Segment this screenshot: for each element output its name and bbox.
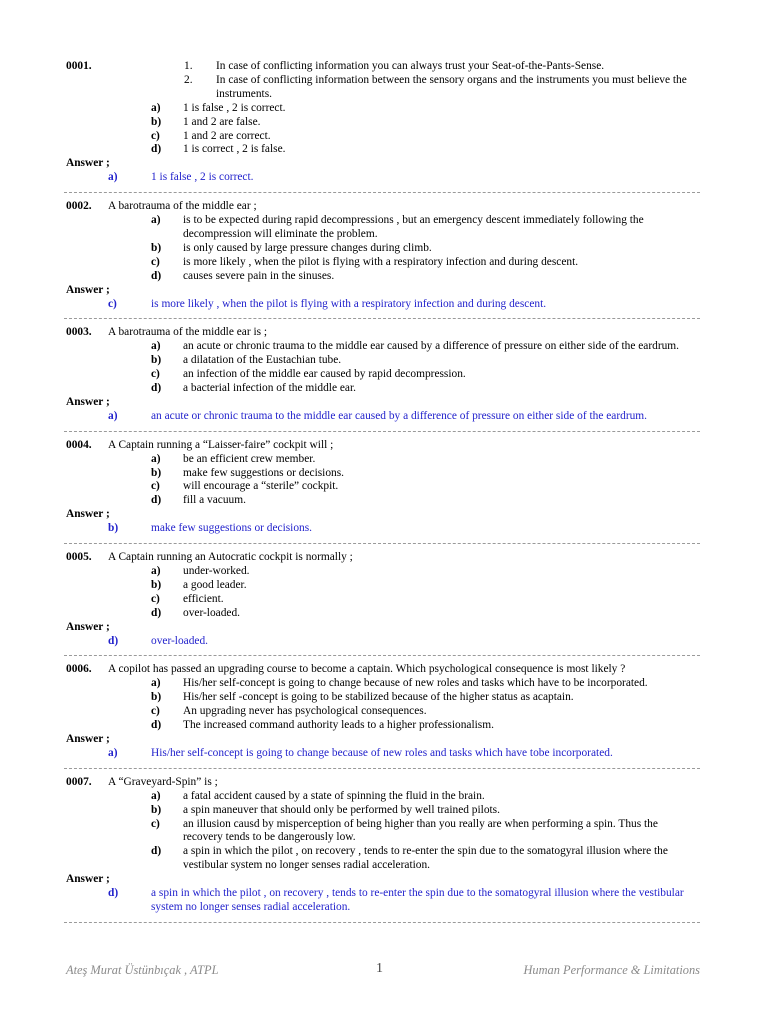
correct-answer-text: over-loaded. <box>151 634 209 647</box>
answer-option <box>66 804 700 818</box>
question-number: 0006. <box>66 663 92 676</box>
answer-option <box>66 790 700 804</box>
option-text: an acute or chronic trauma to the middle ear caused by a difference of pressure on either side of the eardrum. <box>183 340 680 353</box>
correct-answer-letter: d) <box>108 634 119 647</box>
option-letter: a) <box>151 565 161 578</box>
option-text: 1 is false , 2 is correct. <box>183 101 286 114</box>
statement-text: In case of conflicting information you can always trust your Seat-of-the-Pants-Sense. <box>216 60 605 73</box>
answer-option <box>66 494 700 508</box>
question-number: 0007. <box>66 775 92 788</box>
option-letter: d) <box>151 719 162 732</box>
correct-answer-letter: b) <box>108 522 119 535</box>
option-letter: c) <box>151 592 160 605</box>
correct-answer-text: His/her self-concept is going to change because of new roles and tasks which have tobe incorporated. <box>151 746 613 759</box>
answer-option <box>66 565 700 579</box>
answer-option <box>66 270 700 284</box>
answer-option <box>66 214 700 242</box>
option-text: be an efficient crew member. <box>183 452 316 465</box>
correct-answer <box>66 635 700 649</box>
answer-option <box>66 116 700 130</box>
option-letter: a) <box>151 101 161 114</box>
footer-author: Ateş Murat Üstünbıçak , ATPL <box>66 963 219 977</box>
answer-option <box>66 242 700 256</box>
question-number: 0003. <box>66 326 92 339</box>
answer-option <box>66 256 700 270</box>
option-letter: d) <box>151 269 162 282</box>
answer-option <box>66 719 700 733</box>
correct-answer-text: is more likely , when the pilot is flying with a respiratory infection and during descent. <box>151 297 547 310</box>
question-list <box>66 60 700 930</box>
question-number: 0002. <box>66 200 92 213</box>
option-text: 1 and 2 are false. <box>183 115 261 128</box>
question-separator <box>64 768 700 769</box>
option-text: an illusion causd by misperception of being higher than you really are when performing a spin. Thus the recovery tends to be dangerously low. <box>183 817 658 844</box>
option-text: a spin in which the pilot , on recovery , tends to re-enter the spin due to the somatogyral illusion where the vestibular system no longer senses radial acceleration. <box>183 845 668 872</box>
option-text: fill a vacuum. <box>183 494 246 507</box>
answer-option <box>66 130 700 144</box>
correct-answer <box>66 747 700 761</box>
option-text: His/her self-concept is going to change because of new roles and tasks which have to be incorporated. <box>183 677 648 690</box>
option-text: is to be expected during rapid decompressions , but an emergency descent immediately following the decompression will eliminate the problem. <box>183 214 644 240</box>
option-text: a good leader. <box>183 578 247 591</box>
answer-option <box>66 143 700 157</box>
answer-option <box>66 691 700 705</box>
option-letter: d) <box>151 382 162 395</box>
correct-answer-text: make few suggestions or decisions. <box>151 522 313 535</box>
page-footer <box>66 963 700 979</box>
question-stem: A copilot has passed an upgrading course to become a captain. Which psychological consequence is most likely ? <box>108 663 626 676</box>
option-text: is more likely , when the pilot is flying with a respiratory infection and during descent. <box>183 255 579 268</box>
question-block <box>66 439 700 544</box>
question-separator <box>64 655 700 656</box>
option-letter: d) <box>151 143 162 156</box>
page-number: 1 <box>376 961 383 976</box>
question-number: 0001. <box>66 60 92 72</box>
answer-label: Answer ; <box>66 620 110 633</box>
answer-option <box>66 677 700 691</box>
question-block <box>66 551 700 656</box>
question-separator <box>64 431 700 432</box>
question-block <box>66 200 700 319</box>
answer-label: Answer ; <box>66 395 110 408</box>
correct-answer <box>66 887 700 915</box>
option-letter: b) <box>151 691 162 704</box>
answer-option <box>66 593 700 607</box>
option-letter: a) <box>151 340 161 353</box>
question-separator <box>64 192 700 193</box>
option-letter: c) <box>151 368 160 381</box>
correct-answer-letter: d) <box>108 887 119 900</box>
option-letter: b) <box>151 466 162 479</box>
question-number: 0005. <box>66 551 92 564</box>
correct-answer <box>66 522 700 536</box>
question-stem: A barotrauma of the middle ear is ; <box>108 326 268 339</box>
option-letter: d) <box>151 606 162 619</box>
footer-subject: Human Performance & Limitations <box>523 963 700 977</box>
option-text: The increased command authority leads to a higher professionalism. <box>183 719 494 732</box>
option-text: a fatal accident caused by a state of spinning the fluid in the brain. <box>183 789 485 802</box>
option-letter: a) <box>151 452 161 465</box>
correct-answer-text: 1 is false , 2 is correct. <box>151 171 254 184</box>
option-letter: a) <box>151 214 161 227</box>
option-letter: b) <box>151 115 162 128</box>
answer-option <box>66 368 700 382</box>
option-letter: b) <box>151 578 162 591</box>
option-text: an infection of the middle ear caused by rapid decompression. <box>183 368 466 381</box>
statement-number: 2. <box>184 73 193 86</box>
option-text: a dilatation of the Eustachian tube. <box>183 354 342 367</box>
answer-label: Answer ; <box>66 732 110 745</box>
question-stem: A Captain running a “Laisser-faire” cockpit will ; <box>108 438 334 451</box>
option-text: causes severe pain in the sinuses. <box>183 269 335 282</box>
correct-answer-text: a spin in which the pilot , on recovery , tends to re-enter the spin due to the somatogyral illusion where the vestibular system no longer senses radial acceleration. <box>151 887 684 913</box>
answer-option <box>66 340 700 354</box>
question-block <box>66 776 700 923</box>
answer-label: Answer ; <box>66 873 110 886</box>
answer-option <box>66 382 700 396</box>
option-text: An upgrading never has psychological consequences. <box>183 705 427 718</box>
answer-option <box>66 102 700 116</box>
statement-text: In case of conflicting information between the sensory organs and the instruments you must believe the instruments. <box>216 73 687 100</box>
option-letter: d) <box>151 845 162 858</box>
question-header <box>66 439 700 453</box>
answer-label: Answer ; <box>66 508 110 521</box>
question-stem: A barotrauma of the middle ear ; <box>108 200 257 213</box>
option-letter: c) <box>151 129 160 142</box>
correct-answer-letter: a) <box>108 409 118 422</box>
option-letter: d) <box>151 494 162 507</box>
option-letter: c) <box>151 255 160 268</box>
option-letter: c) <box>151 480 160 493</box>
question-number: 0004. <box>66 438 92 451</box>
option-text: His/her self -concept is going to be stabilized because of the higher status as acaptain. <box>183 691 574 704</box>
question-header <box>66 776 700 790</box>
correct-answer <box>66 171 700 185</box>
option-letter: c) <box>151 817 160 830</box>
option-letter: a) <box>151 677 161 690</box>
answer-label: Answer ; <box>66 157 110 170</box>
question-block <box>66 60 700 193</box>
answer-option <box>66 480 700 494</box>
option-text: 1 is correct , 2 is false. <box>183 143 286 156</box>
correct-answer-text: an acute or chronic trauma to the middle ear caused by a difference of pressure on either side of the eardrum. <box>151 409 648 422</box>
question-separator <box>64 318 700 319</box>
option-text: is only caused by large pressure changes during climb. <box>183 241 432 254</box>
option-text: under-worked. <box>183 565 250 578</box>
option-text: efficient. <box>183 592 224 605</box>
question-stem: A Captain running an Autocratic cockpit is normally ; <box>108 551 353 564</box>
option-letter: b) <box>151 354 162 367</box>
answer-option <box>66 607 700 621</box>
option-text: will encourage a “sterile” cockpit. <box>183 480 339 493</box>
answer-option <box>66 453 700 467</box>
answer-option <box>66 579 700 593</box>
question-separator <box>64 922 700 923</box>
question-header <box>66 326 700 340</box>
correct-answer-letter: c) <box>108 297 117 310</box>
correct-answer-letter: a) <box>108 171 118 184</box>
statement-number: 1. <box>184 60 193 73</box>
question-separator <box>64 543 700 544</box>
question-statement <box>66 74 700 102</box>
question-block <box>66 326 700 431</box>
option-text: 1 and 2 are correct. <box>183 129 271 142</box>
answer-option <box>66 818 700 846</box>
question-block <box>66 663 700 768</box>
correct-answer <box>66 298 700 312</box>
option-text: make few suggestions or decisions. <box>183 466 345 479</box>
correct-answer <box>66 410 700 424</box>
answer-option <box>66 845 700 873</box>
answer-option <box>66 467 700 481</box>
answer-option <box>66 354 700 368</box>
option-text: a bacterial infection of the middle ear. <box>183 382 356 395</box>
correct-answer-letter: a) <box>108 746 118 759</box>
question-header <box>66 551 700 565</box>
option-text: a spin maneuver that should only be performed by well trained pilots. <box>183 803 500 816</box>
option-letter: c) <box>151 705 160 718</box>
answer-option <box>66 705 700 719</box>
question-header <box>66 200 700 214</box>
question-stem: A “Graveyard-Spin” is ; <box>108 775 218 788</box>
option-letter: b) <box>151 241 162 254</box>
question-header <box>66 663 700 677</box>
answer-label: Answer ; <box>66 283 110 296</box>
option-letter: b) <box>151 803 162 816</box>
option-text: over-loaded. <box>183 606 241 619</box>
option-letter: a) <box>151 789 161 802</box>
